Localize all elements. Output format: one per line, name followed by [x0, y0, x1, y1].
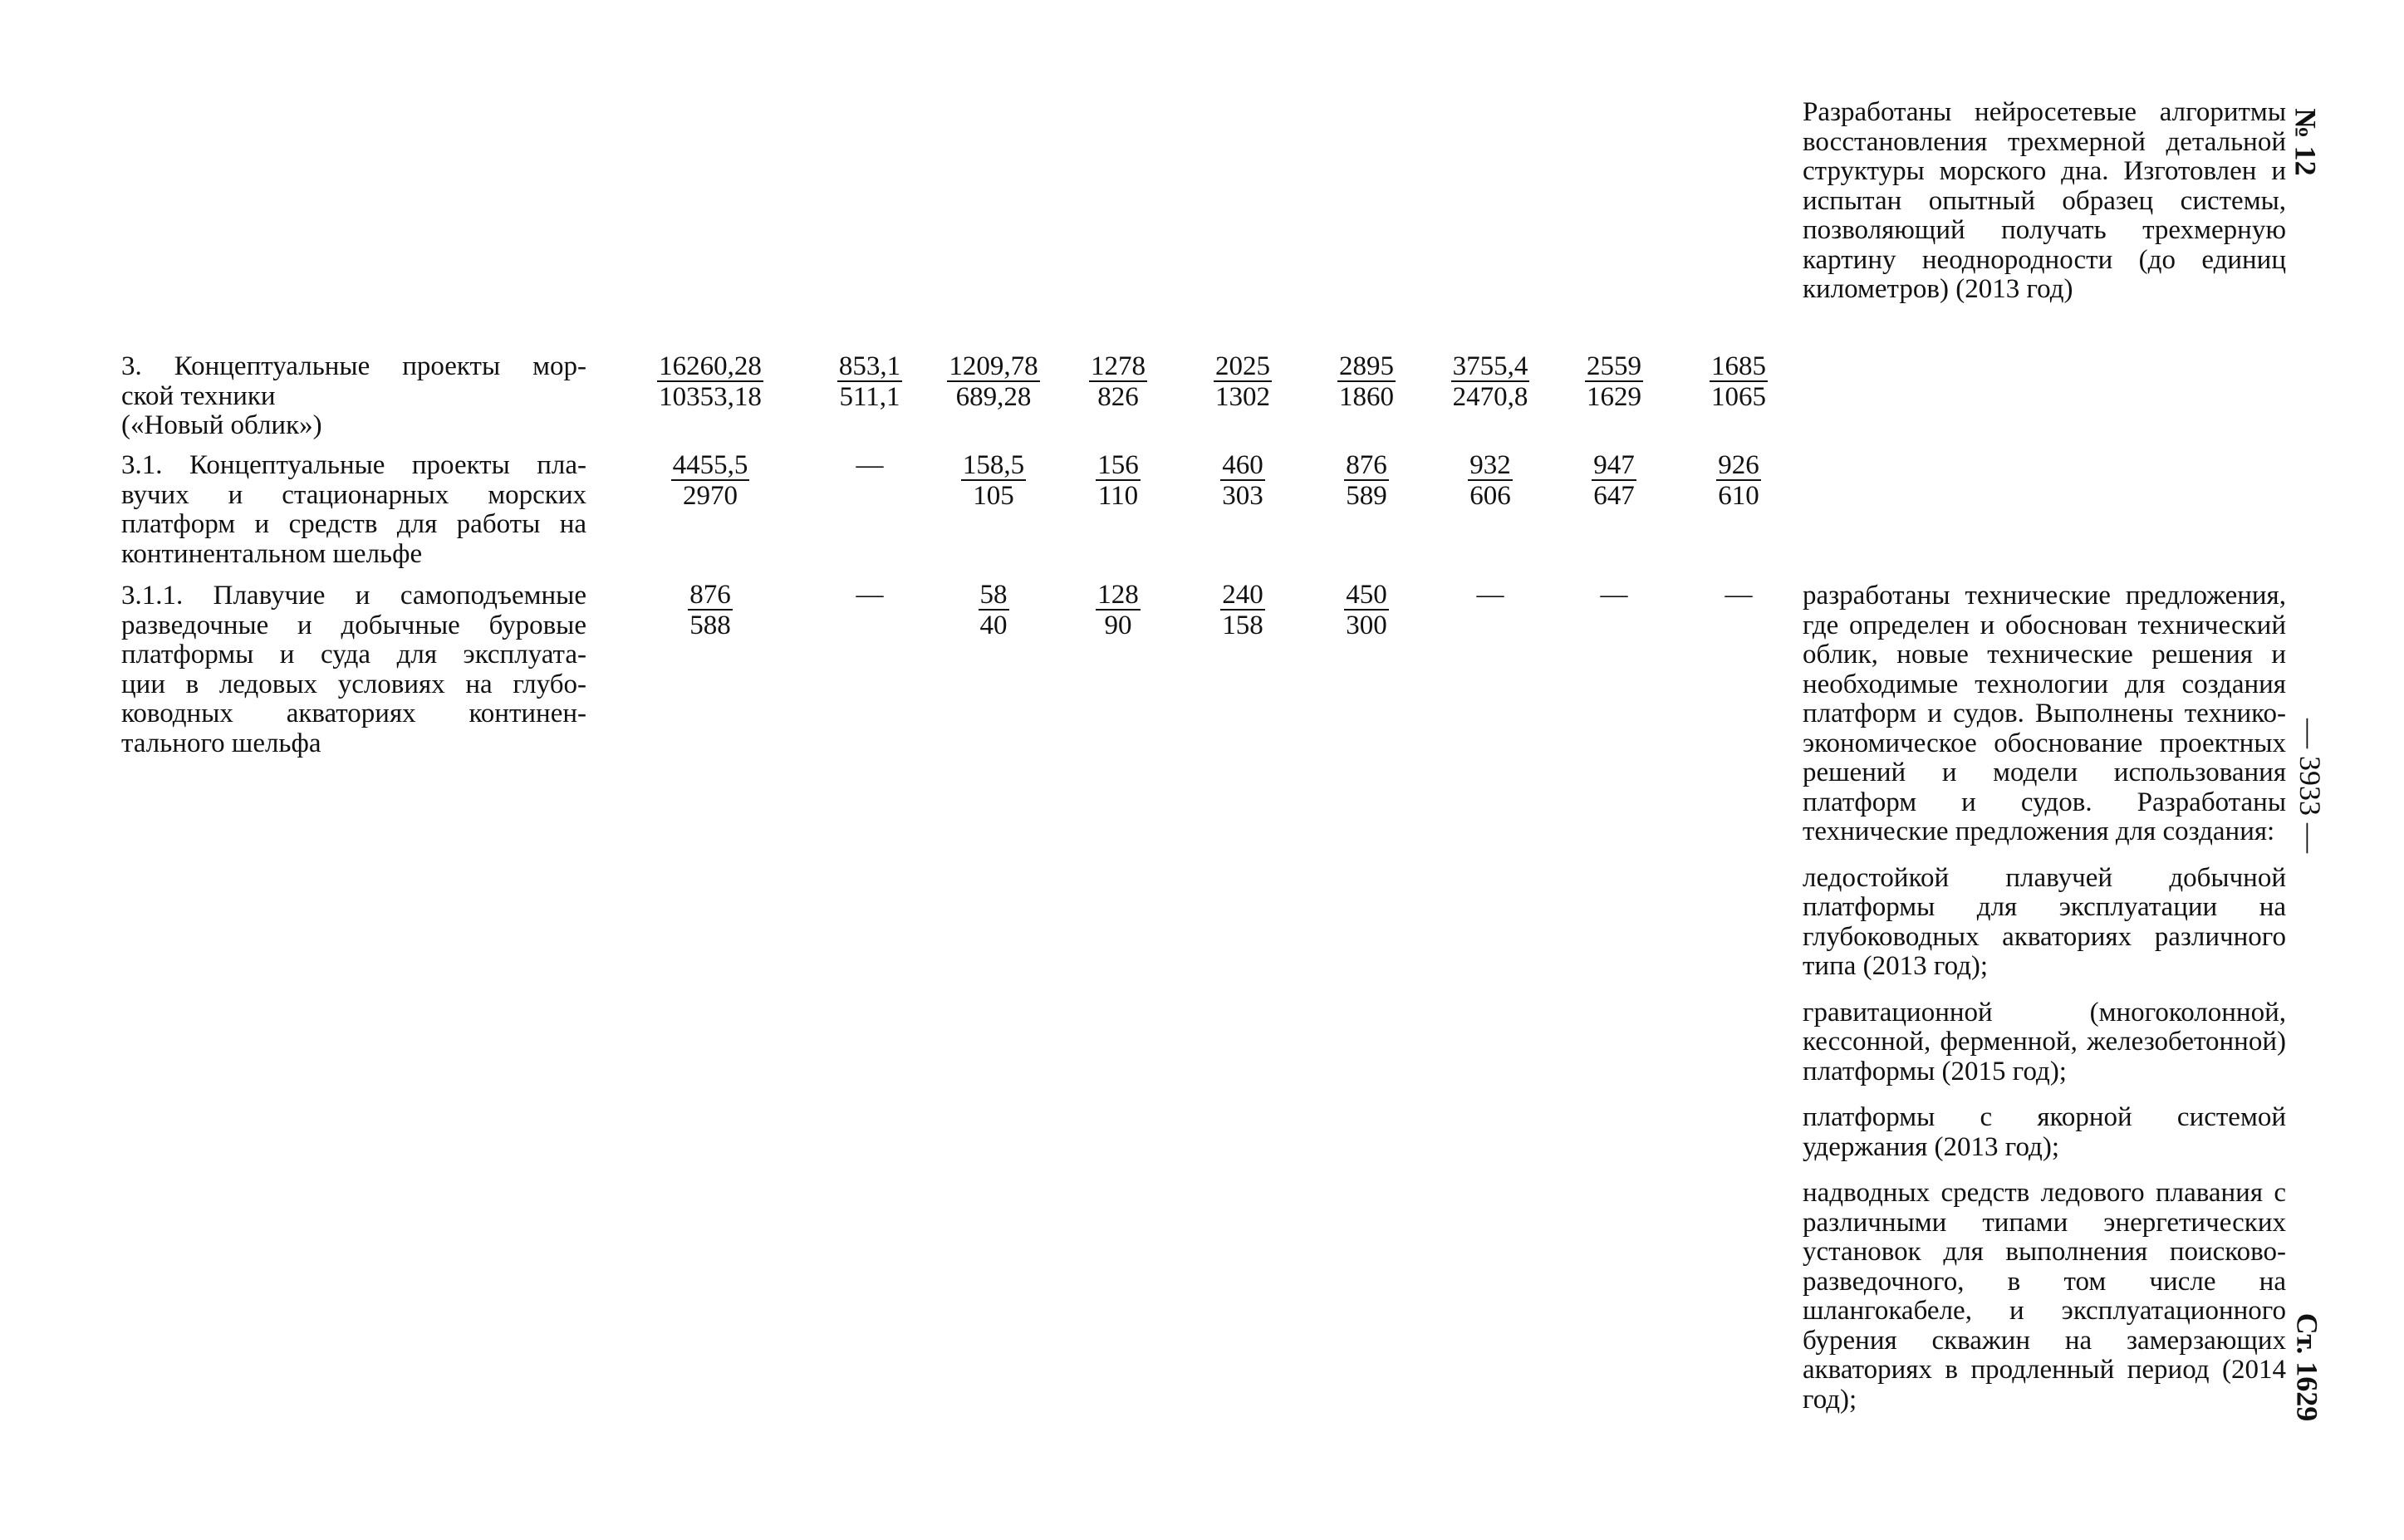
label-line: континентальном шельфе	[121, 538, 423, 569]
fraction-numerator: 58	[979, 580, 1008, 610]
fraction-denominator: 588	[689, 611, 731, 640]
label-line: 3. Концептуальные проекты мор-	[121, 351, 586, 381]
fraction-denominator: 2470,8	[1452, 382, 1528, 412]
label-line: тального шельфа	[121, 728, 321, 758]
value-fraction	[635, 449, 785, 511]
value-fraction	[1664, 351, 1813, 412]
fraction-denominator: 610	[1718, 481, 1759, 511]
fraction-denominator: 1065	[1711, 382, 1766, 412]
label-line: вучих и стационарных морских	[121, 479, 586, 510]
fraction-denominator: 589	[1346, 481, 1387, 511]
fraction-numerator: 16260,28	[659, 351, 762, 381]
empty-value-dash: —	[1600, 580, 1628, 610]
empty-value-dash: —	[856, 580, 884, 610]
label-line: ководных акваториях континен-	[121, 699, 586, 728]
fraction-numerator: 2895	[1339, 351, 1394, 381]
label-line: платформы и суда для эксплуата-	[121, 640, 586, 669]
fraction-numerator: 3755,4	[1452, 351, 1528, 381]
fraction-numerator: 876	[689, 580, 731, 610]
label-line: («Новый облик»)	[121, 410, 322, 440]
row-label-3-1-1	[121, 581, 586, 758]
fraction-numerator: 158,5	[962, 450, 1025, 480]
value-fraction	[1292, 579, 1441, 640]
result-paragraph: гравитационной (многоколонной, кессонной, ферменной, железобетонной) платформы (2015 год);	[1803, 997, 2286, 1086]
fraction-denominator: 10353,18	[659, 382, 762, 412]
fraction-numerator: 2025	[1215, 351, 1270, 381]
top-description-text: Разработаны нейросетевые алгоритмы восстановления трехмерной детальной структуры морского дна. Изготовлен и испытан опытный образец системы, позволяющий получать трехмерную картину неоднородности (до единиц километров) (2013 год)	[1803, 97, 2286, 304]
fraction-numerator: 1278	[1091, 351, 1146, 381]
fraction-numerator: 460	[1222, 450, 1263, 480]
empty-value-dash: —	[856, 450, 884, 480]
fraction-numerator: 876	[1346, 450, 1387, 480]
row-label-3	[121, 352, 586, 441]
fraction-denominator: 110	[1097, 481, 1139, 511]
label-line: 3.1.1. Плавучие и самоподъемные	[121, 581, 586, 611]
fraction-numerator: 240	[1222, 580, 1263, 610]
label-line: разведочные и добычные буровые	[121, 610, 586, 640]
fraction-denominator: 1860	[1339, 382, 1394, 412]
empty-value-dash: —	[1476, 580, 1504, 610]
fraction-denominator: 2970	[683, 481, 738, 511]
label-line: ской техники	[121, 380, 276, 411]
fraction-denominator: 300	[1346, 611, 1387, 640]
fraction-denominator: 689,28	[955, 382, 1032, 412]
fraction-denominator: 606	[1469, 481, 1511, 511]
fraction-numerator: 4455,5	[672, 450, 748, 480]
result-paragraph: платформы с якорной системой удержания (2013 год);	[1803, 1102, 2286, 1162]
fraction-numerator: 156	[1097, 450, 1139, 480]
result-paragraph: разработаны технические предложения, где определен и обоснован технический облик, новые технические решения и необходимые технологии для создания платформ и судов. Выполнены технико-экономическое обоснование проектных решений и модели использования платформ и судов. Разработаны технические предложения для создания:	[1803, 581, 2286, 846]
empty-value-dash: —	[1725, 580, 1753, 610]
value-fraction	[1664, 449, 1813, 511]
fraction-denominator: 1302	[1215, 382, 1270, 412]
fraction-numerator: 1209,78	[949, 351, 1038, 381]
label-line: платформ и средств для работы на	[121, 509, 586, 539]
issue-number: № 12	[2289, 108, 2323, 176]
fraction-denominator: 1629	[1587, 382, 1641, 412]
fraction-numerator: 932	[1469, 450, 1511, 480]
page-number: — 3933 —	[2294, 719, 2327, 853]
result-description	[1803, 581, 2286, 1431]
fraction-denominator: 40	[979, 611, 1008, 640]
value-fraction	[635, 351, 785, 412]
result-paragraph: надводных средств ледового плавания с различными типами энергетических установок для выполнения поисково-разведочного, в том числе на шлангокабеле, и эксплуатационного бурения скважин на замерзающих акваториях в продленный период (2014 год);	[1803, 1178, 2286, 1415]
fraction-numerator: 1685	[1711, 351, 1766, 381]
result-paragraph: ледостойкой плавучей добычной платформы для эксплуатации на глубоководных акваториях различного типа (2013 год);	[1803, 862, 2286, 981]
value-fraction	[635, 579, 785, 640]
fraction-numerator: 853,1	[838, 351, 901, 381]
article-number: Ст. 1629	[2290, 1312, 2324, 1422]
fraction-numerator: 450	[1346, 580, 1387, 610]
fraction-denominator: 90	[1104, 611, 1132, 640]
fraction-numerator: 2559	[1587, 351, 1641, 381]
row-label-3-1	[121, 451, 586, 569]
fraction-numerator: 926	[1718, 450, 1759, 480]
fraction-numerator: 128	[1097, 580, 1139, 610]
fraction-denominator: 158	[1222, 611, 1263, 640]
fraction-numerator: 947	[1593, 450, 1635, 480]
fraction-denominator: 511,1	[839, 382, 900, 412]
top-description	[1803, 98, 2286, 321]
fraction-denominator: 303	[1222, 481, 1263, 511]
fraction-denominator: 647	[1593, 481, 1635, 511]
label-line: 3.1. Концептуальные проекты пла-	[121, 450, 586, 480]
label-line: ции в ледовых условиях на глубо-	[121, 669, 586, 699]
fraction-denominator: 826	[1097, 382, 1139, 412]
fraction-denominator: 105	[973, 481, 1014, 511]
